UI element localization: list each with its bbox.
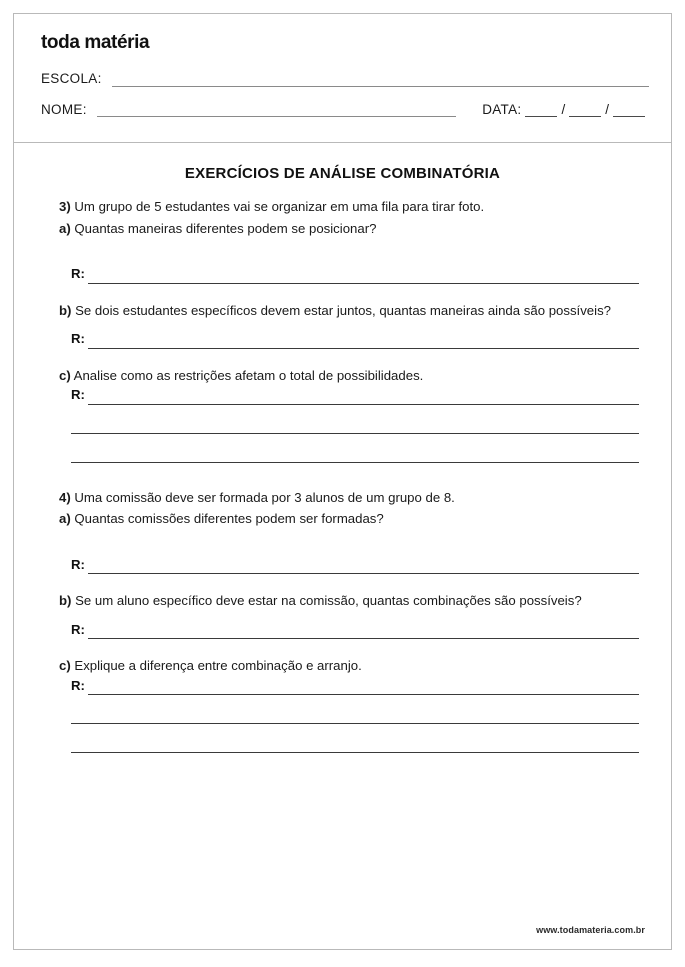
name-input-rule[interactable] (97, 105, 456, 117)
school-field-row (41, 72, 649, 87)
question-item (59, 657, 634, 676)
answer-label: R: (71, 387, 85, 403)
question-item (59, 302, 634, 321)
question-prompt (59, 198, 634, 217)
answer-input-rule[interactable] (88, 268, 639, 284)
answer-label: R: (71, 557, 85, 573)
answer-line[interactable] (71, 332, 639, 348)
answer-line[interactable] (71, 558, 639, 574)
date-month-input[interactable] (569, 105, 601, 117)
date-year-input[interactable] (613, 105, 645, 117)
answer-input-rule[interactable] (88, 679, 639, 695)
answer-extra-rule[interactable] (71, 419, 639, 434)
page-title: EXERCÍCIOS DE ANÁLISE COMBINATÓRIA (184, 165, 501, 182)
question-item (59, 367, 634, 386)
school-input-rule[interactable] (112, 75, 649, 87)
question-number: 3) (59, 199, 71, 214)
answer-label: R: (71, 266, 85, 282)
item-text: Quantas maneiras diferentes podem se posicionar? (74, 220, 377, 236)
date-separator-1: / (561, 101, 566, 117)
answer-line[interactable] (71, 388, 639, 404)
footer-url: www.todamateria.com.br (536, 925, 645, 935)
date-separator-2: / (605, 101, 609, 117)
answer-input-rule[interactable] (88, 623, 639, 639)
item-text: Quantas comissões diferentes podem ser formadas? (74, 511, 384, 527)
question-prompt-text: Um grupo de 5 estudantes vai se organizar em uma fila para tirar foto. (74, 199, 485, 214)
answer-line[interactable] (71, 623, 639, 639)
school-label: ESCOLA: (41, 71, 102, 86)
question-item (59, 510, 634, 529)
item-text: Se um aluno específico deve estar na comissão, quantas combinações são possíveis? (75, 593, 582, 609)
item-tag: b) (59, 593, 72, 609)
date-field-group (482, 103, 649, 118)
date-label: DATA: (482, 101, 522, 117)
answer-label: R: (71, 621, 85, 637)
item-tag: a) (59, 511, 71, 527)
answer-label: R: (71, 331, 85, 347)
date-day-input[interactable] (525, 105, 557, 117)
answer-line[interactable] (71, 267, 639, 283)
item-text: Analise como as restrições afetam o total de possibilidades. (73, 367, 424, 383)
item-tag: a) (59, 220, 71, 236)
worksheet-body (14, 143, 671, 949)
name-date-field-row (41, 103, 649, 118)
answer-extra-rule[interactable] (71, 448, 639, 463)
answer-line[interactable] (71, 679, 639, 695)
question-prompt (59, 489, 634, 508)
item-tag: c) (59, 367, 71, 383)
item-text: Se dois estudantes específicos devem estar juntos, quantas maneiras ainda são possíveis? (75, 302, 611, 318)
item-tag: c) (59, 658, 71, 674)
question-prompt-text: Uma comissão deve ser formada por 3 alunos de um grupo de 8. (74, 489, 455, 505)
question-number: 4) (59, 489, 71, 505)
answer-input-rule[interactable] (88, 558, 639, 574)
question-item (59, 220, 634, 239)
item-text: Explique a diferença entre combinação e arranjo. (74, 658, 362, 674)
answer-input-rule[interactable] (88, 389, 639, 405)
brand-logo: toda matéria (41, 32, 150, 53)
worksheet-page (13, 13, 672, 950)
question-item (59, 592, 634, 611)
answer-extra-rule[interactable] (71, 709, 639, 724)
worksheet-header (14, 14, 671, 143)
answer-label: R: (71, 677, 85, 693)
name-label: NOME: (41, 101, 87, 117)
item-tag: b) (59, 302, 72, 318)
answer-extra-rule[interactable] (71, 738, 639, 753)
answer-input-rule[interactable] (88, 333, 639, 349)
